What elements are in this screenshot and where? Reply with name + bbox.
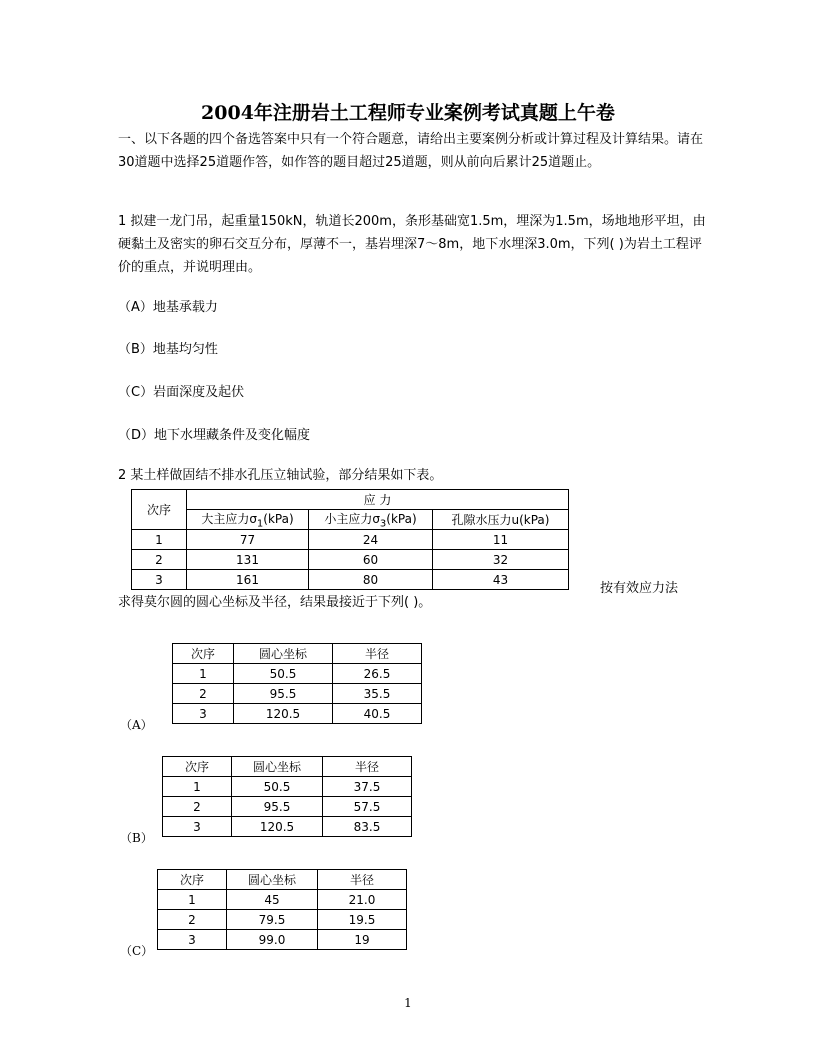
cell: 2 (173, 684, 234, 704)
cell: 32 (433, 550, 569, 570)
q2-after-table-text: 按有效应力法 (600, 581, 679, 596)
q1-option-d: （D）地下水埋藏条件及变化幅度 (118, 428, 311, 443)
cell: 2 (163, 797, 232, 817)
cell: 50.5 (232, 777, 323, 797)
cell: 19 (318, 930, 407, 950)
col-header: 圆心坐标 (234, 644, 333, 664)
col-header: 次序 (158, 870, 227, 890)
choice-a-table (172, 643, 422, 724)
page-number: 1 (404, 996, 412, 1010)
cell: 120.5 (234, 704, 333, 724)
q2-data-table (131, 489, 569, 590)
table-row (132, 570, 569, 590)
cell: 40.5 (333, 704, 422, 724)
table-row (173, 664, 422, 684)
choice-b-table (162, 756, 412, 837)
col-header: 圆心坐标 (232, 757, 323, 777)
cell: 83.5 (323, 817, 412, 837)
cell: 2 (158, 910, 227, 930)
cell: 120.5 (232, 817, 323, 837)
col-header: 半径 (323, 757, 412, 777)
table-row (163, 817, 412, 837)
cell: 1 (132, 530, 187, 550)
cell: 131 (187, 550, 309, 570)
table-row (132, 530, 569, 550)
table-row (173, 704, 422, 724)
cell: 1 (158, 890, 227, 910)
cell: 79.5 (227, 910, 318, 930)
choice-c-table (157, 869, 407, 950)
choice-b-label: （B） (120, 831, 153, 845)
q1-option-a: （A）地基承载力 (118, 300, 218, 315)
table-row (132, 550, 569, 570)
cell: 45 (227, 890, 318, 910)
col-header-order: 次序 (132, 490, 187, 530)
table-row (163, 777, 412, 797)
col-header-group: 应 力 (187, 490, 569, 510)
cell: 99.0 (227, 930, 318, 950)
cell: 35.5 (333, 684, 422, 704)
col-header: 次序 (173, 644, 234, 664)
cell: 24 (309, 530, 433, 550)
col-header: 半径 (318, 870, 407, 890)
cell: 19.5 (318, 910, 407, 930)
choice-c-label: （C） (120, 944, 154, 958)
cell: 50.5 (234, 664, 333, 684)
col-header: 圆心坐标 (227, 870, 318, 890)
cell: 21.0 (318, 890, 407, 910)
cell: 37.5 (323, 777, 412, 797)
cell: 161 (187, 570, 309, 590)
cell: 43 (433, 570, 569, 590)
q2-continuation: 求得莫尔圆的圆心坐标及半径，结果最接近于下列( )。 (118, 595, 432, 610)
col-header-pore-pressure: 孔隙水压力u(kPa) (433, 510, 569, 530)
cell: 1 (163, 777, 232, 797)
cell: 57.5 (323, 797, 412, 817)
intro-paragraph: 一、以下各题的四个备选答案中只有一个符合题意，请给出主要案例分析或计算过程及计算结果。请在30道题中选择25道题作答，如作答的题目超过25道题，则从前向后累计25道题止。 (118, 132, 704, 170)
col-header: 次序 (163, 757, 232, 777)
col-header-sigma3: 小主应力$\sigma_3(kPa)$ (309, 510, 433, 530)
choice-a-label: （A） (120, 718, 153, 732)
cell: 77 (187, 530, 309, 550)
cell: 95.5 (234, 684, 333, 704)
cell: 3 (158, 930, 227, 950)
q1-option-c: （C）岩面深度及起伏 (118, 385, 245, 400)
cell: 95.5 (232, 797, 323, 817)
cell: 3 (163, 817, 232, 837)
cell: 26.5 (333, 664, 422, 684)
col-header: 半径 (333, 644, 422, 664)
q2-stem: 2 某土样做固结不排水孔压立轴试验，部分结果如下表。 (118, 468, 443, 483)
table-row (158, 910, 407, 930)
cell: 3 (173, 704, 234, 724)
cell: 1 (173, 664, 234, 684)
table-row (158, 930, 407, 950)
table-row (158, 890, 407, 910)
q1-option-b: （B）地基均匀性 (118, 342, 218, 357)
page-title: 2004年注册岩土工程师专业案例考试真题上午卷 (201, 102, 615, 124)
cell: 80 (309, 570, 433, 590)
cell: 60 (309, 550, 433, 570)
table-row (163, 797, 412, 817)
table-row (173, 684, 422, 704)
col-header-sigma1: 大主应力$\sigma_1(kPa)$ (187, 510, 309, 530)
q1-stem: 1 拟建一龙门吊，起重量150kN，轨道长200m，条形基础宽1.5m，埋深为1.5m，场地地形平坦，由硬黏土及密实的卵石交互分布，厚薄不一，基岩埋深7～8m，地下水埋深3.0m，下列( )为岩土工程评价的重点，并说明理由。 (118, 214, 706, 275)
cell: 3 (132, 570, 187, 590)
cell: 2 (132, 550, 187, 570)
cell: 11 (433, 530, 569, 550)
